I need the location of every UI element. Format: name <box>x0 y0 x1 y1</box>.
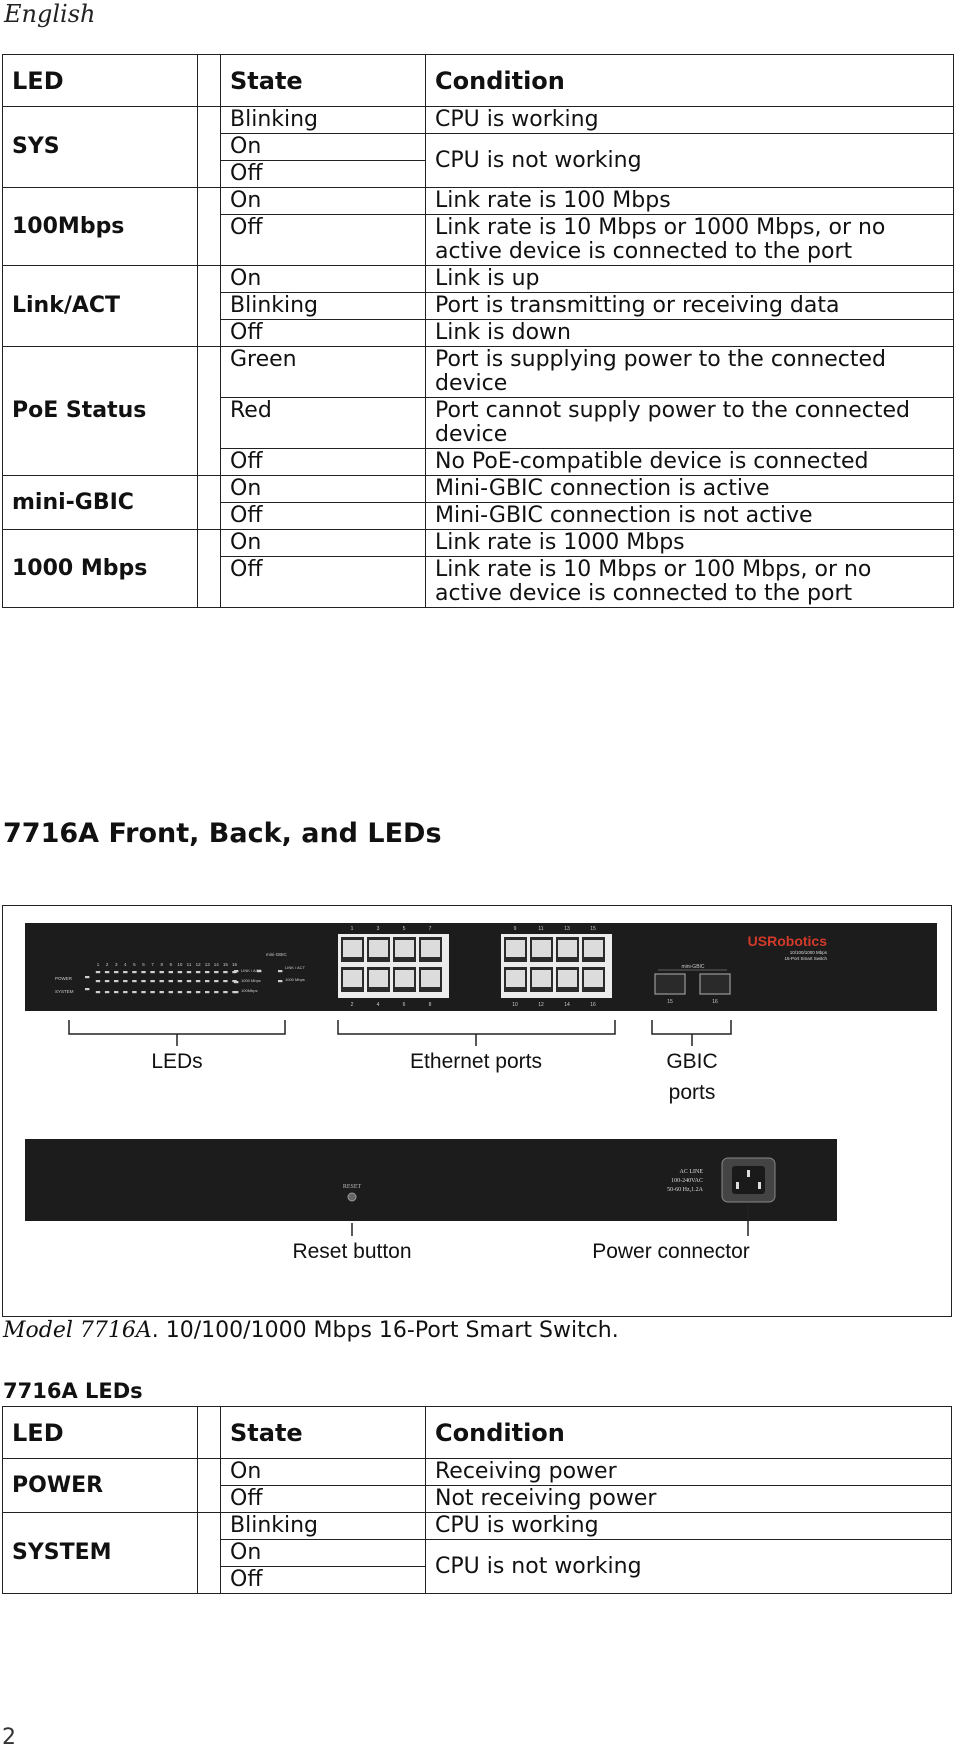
port-jack <box>369 940 388 957</box>
port-number: 13 <box>564 926 570 932</box>
led-indicator <box>105 980 109 982</box>
led-7716a-table <box>2 1406 952 1594</box>
led-state: Off <box>221 557 426 608</box>
led-state: Off <box>221 503 426 530</box>
led-name: SYS <box>3 107 198 188</box>
led-state: Off <box>221 449 426 476</box>
led-port-number: 5 <box>133 962 136 967</box>
reset-button-hole <box>348 1193 356 1201</box>
led-state: Blinking <box>221 1513 426 1540</box>
gbic-port-label: mini-GBIC <box>681 964 705 970</box>
led-indicator <box>132 991 136 993</box>
led-indicator <box>114 991 118 993</box>
led-state: On <box>221 266 426 293</box>
port-jack <box>421 970 440 987</box>
led-indicator <box>278 980 282 982</box>
led-condition: Link rate is 100 Mbps <box>426 188 954 215</box>
led-state: Off <box>221 215 426 266</box>
led-indicator <box>223 980 227 982</box>
reset-label: RESET <box>342 1184 362 1190</box>
table-header-row <box>3 55 954 107</box>
port-jack <box>584 970 603 987</box>
figure-caption <box>3 1318 619 1343</box>
page-number: 2 <box>2 1725 16 1750</box>
led-indicator <box>234 970 238 972</box>
led-indicator <box>150 980 154 982</box>
table-title: 7716A LEDs <box>3 1379 143 1403</box>
switch-figure <box>2 905 952 1317</box>
100mbps-label: 100Mbps <box>241 988 258 993</box>
led-indicator <box>187 980 191 982</box>
callout-gbic-ports-line2: ports <box>668 1081 716 1104</box>
led-indicator <box>150 991 154 993</box>
led-port-number: 14 <box>213 962 219 967</box>
power-led-label: POWER <box>55 976 73 981</box>
table-header-row <box>3 1407 952 1459</box>
led-name: SYSTEM <box>3 1513 198 1594</box>
led-state: On <box>221 476 426 503</box>
led-indicator <box>187 971 191 973</box>
led-port-number: 1 <box>96 962 100 967</box>
led-indicator <box>96 991 100 993</box>
page-language-label: English <box>4 0 96 28</box>
led-indicator <box>223 971 227 973</box>
led-condition: CPU is not working <box>426 134 954 188</box>
led-indicator <box>278 970 282 972</box>
led-port-number: 2 <box>105 962 109 967</box>
led-indicator <box>178 991 182 993</box>
table-row <box>3 1513 952 1540</box>
callout-reset-button: Reset button <box>292 1240 412 1263</box>
led-condition: Port is supplying power to the connected device <box>426 347 954 398</box>
led-name: 100Mbps <box>3 188 198 266</box>
port-jack <box>395 940 414 957</box>
ac-line-label: AC LINE <box>679 1169 703 1175</box>
table-row <box>3 266 954 293</box>
led-status-table <box>2 54 954 608</box>
led-indicator <box>160 980 164 982</box>
led-indicator <box>214 971 218 973</box>
port-number: 16 <box>590 1002 596 1008</box>
port-number: 5 <box>402 926 406 932</box>
led-condition: Receiving power <box>426 1459 952 1486</box>
port-jack <box>558 940 577 957</box>
led-name: 1000 Mbps <box>3 530 198 608</box>
section-heading: 7716A Front, Back, and LEDs <box>3 818 442 849</box>
led-indicator <box>178 980 182 982</box>
brand-logo: USRobotics <box>747 933 827 949</box>
led-indicator <box>141 991 145 993</box>
gbic-slot-number: 16 <box>712 999 718 1005</box>
led-port-number: 11 <box>186 962 192 967</box>
led-condition: Link rate is 1000 Mbps <box>426 530 954 557</box>
led-state: Off <box>221 1567 426 1594</box>
led-port-number: 16 <box>231 962 238 967</box>
port-jack <box>343 970 362 987</box>
table-row <box>3 107 954 134</box>
port-number: 15 <box>590 926 596 932</box>
ac-voltage-label: 100-240VAC <box>671 1178 703 1184</box>
led-condition: CPU is working <box>426 1513 952 1540</box>
led-name: mini-GBIC <box>3 476 198 530</box>
led-port-number: 13 <box>204 962 210 967</box>
callout-ethernet-ports: Ethernet ports <box>410 1050 542 1073</box>
led-indicator <box>123 980 127 982</box>
led-condition: CPU is working <box>426 107 954 134</box>
port-number: 4 <box>376 1002 380 1008</box>
led-condition: Link rate is 10 Mbps or 1000 Mbps, or no active device is connected to the port <box>426 215 954 266</box>
port-number: 2 <box>350 1002 354 1008</box>
led-state: Off <box>221 320 426 347</box>
led-port-number: 12 <box>195 962 201 967</box>
port-number: 9 <box>513 926 517 932</box>
port-jack <box>506 970 525 987</box>
gbic-link-label: LINK / ACT <box>285 965 306 970</box>
port-jack <box>369 970 388 987</box>
led-indicator <box>123 991 127 993</box>
led-indicator <box>196 980 200 982</box>
led-indicator <box>205 971 209 973</box>
led-indicator <box>187 991 191 993</box>
gbic-1000-label: 1000 Mbps <box>285 977 305 982</box>
led-indicator <box>141 980 145 982</box>
port-jack <box>532 970 551 987</box>
led-indicator <box>160 971 164 973</box>
port-jack <box>532 940 551 957</box>
led-indicator <box>96 980 100 982</box>
led-condition: Mini-GBIC connection is active <box>426 476 954 503</box>
gbic-slot <box>700 974 730 994</box>
led-condition: No PoE-compatible device is connected <box>426 449 954 476</box>
led-indicator <box>85 988 89 990</box>
port-jack <box>343 940 362 957</box>
led-indicator <box>114 980 118 982</box>
led-condition: Link rate is 10 Mbps or 100 Mbps, or no active device is connected to the port <box>426 557 954 608</box>
port-jack <box>584 940 603 957</box>
led-state: Blinking <box>221 293 426 320</box>
led-indicator <box>141 971 145 973</box>
led-indicator <box>132 980 136 982</box>
led-indicator <box>169 991 173 993</box>
callout-power-connector: Power connector <box>592 1240 750 1263</box>
callout-leds: LEDs <box>151 1050 203 1073</box>
led-condition: Link is up <box>426 266 954 293</box>
port-number: 8 <box>428 1002 432 1008</box>
port-number: 12 <box>538 1002 544 1008</box>
led-condition: CPU is not working <box>426 1540 952 1594</box>
led-condition: Port is transmitting or receiving data <box>426 293 954 320</box>
led-indicator <box>234 981 238 983</box>
led-indicator <box>196 991 200 993</box>
led-port-number: 10 <box>177 962 183 967</box>
caption-text: . 10/100/1000 Mbps 16-Port Smart Switch. <box>151 1318 619 1343</box>
link-act-label: LINK / ACT <box>241 968 262 973</box>
led-indicator <box>196 971 200 973</box>
led-name: PoE Status <box>3 347 198 476</box>
port-number: 7 <box>428 926 432 932</box>
led-state: Red <box>221 398 426 449</box>
port-jack <box>558 970 577 987</box>
column-header-condition: Condition <box>426 1407 952 1459</box>
led-state: Green <box>221 347 426 398</box>
led-port-number: 4 <box>124 962 127 967</box>
port-number: 11 <box>538 926 544 932</box>
led-indicator <box>123 971 127 973</box>
led-indicator <box>132 971 136 973</box>
led-port-number: 15 <box>222 962 228 967</box>
table-row <box>3 347 954 398</box>
led-indicator <box>214 991 218 993</box>
led-indicator <box>234 991 238 993</box>
port-number: 14 <box>564 1002 570 1008</box>
column-header-led: LED <box>3 1407 198 1459</box>
system-led-label: SYSTEM <box>55 989 74 994</box>
product-line-2: 16-Port Smart Switch <box>784 956 827 961</box>
port-number: 1 <box>350 926 354 932</box>
led-indicator <box>105 991 109 993</box>
led-name: Link/ACT <box>3 266 198 347</box>
led-port-number: 9 <box>169 962 173 967</box>
led-port-number: 3 <box>114 962 118 967</box>
led-state: Off <box>221 1486 426 1513</box>
led-port-number: 7 <box>151 962 154 967</box>
product-line-1: 10/100/1000 Mbps <box>789 950 827 955</box>
led-indicator <box>214 980 218 982</box>
port-jack <box>421 940 440 957</box>
led-port-number: 8 <box>160 962 163 967</box>
column-header-state: State <box>221 1407 426 1459</box>
led-state: Blinking <box>221 107 426 134</box>
column-header-condition: Condition <box>426 55 954 107</box>
led-condition: Link is down <box>426 320 954 347</box>
gbic-slot-number: 15 <box>667 999 673 1005</box>
switch-illustration <box>3 906 951 1316</box>
led-indicator <box>96 971 100 973</box>
led-indicator <box>105 971 109 973</box>
gbic-slot <box>655 974 685 994</box>
table-row <box>3 530 954 557</box>
table-row <box>3 188 954 215</box>
callout-gbic-ports: GBIC <box>666 1050 718 1073</box>
led-indicator <box>114 971 118 973</box>
led-state: On <box>221 134 426 161</box>
port-number: 3 <box>376 926 380 932</box>
gbic-led-label: mini-GBIC <box>266 952 287 957</box>
led-condition: Mini-GBIC connection is not active <box>426 503 954 530</box>
led-indicator <box>150 971 154 973</box>
led-state: On <box>221 530 426 557</box>
led-condition: Port cannot supply power to the connected device <box>426 398 954 449</box>
led-indicator <box>205 991 209 993</box>
led-indicator <box>223 991 227 993</box>
led-port-number: 6 <box>142 962 145 967</box>
ac-frequency-label: 50-60 Hz,1.2A <box>667 1187 703 1193</box>
back-panel <box>25 1139 837 1221</box>
callout-brackets <box>69 1020 731 1046</box>
port-number: 10 <box>512 1002 518 1008</box>
led-state: On <box>221 1459 426 1486</box>
led-indicator <box>169 971 173 973</box>
led-name: POWER <box>3 1459 198 1513</box>
led-condition: Not receiving power <box>426 1486 952 1513</box>
led-indicator <box>178 971 182 973</box>
1000mbps-label: 1000 Mbps <box>241 978 261 983</box>
led-state: Off <box>221 161 426 188</box>
column-header-state: State <box>221 55 426 107</box>
led-indicator <box>160 991 164 993</box>
led-state: On <box>221 188 426 215</box>
port-jack <box>395 970 414 987</box>
caption-model: Model 7716A <box>3 1318 152 1343</box>
column-header-led: LED <box>3 55 198 107</box>
led-indicator <box>169 980 173 982</box>
led-indicator <box>205 980 209 982</box>
led-indicator <box>85 976 89 978</box>
port-jack <box>506 940 525 957</box>
led-state: On <box>221 1540 426 1567</box>
port-number: 6 <box>402 1002 406 1008</box>
table-row <box>3 1459 952 1486</box>
table-row <box>3 476 954 503</box>
